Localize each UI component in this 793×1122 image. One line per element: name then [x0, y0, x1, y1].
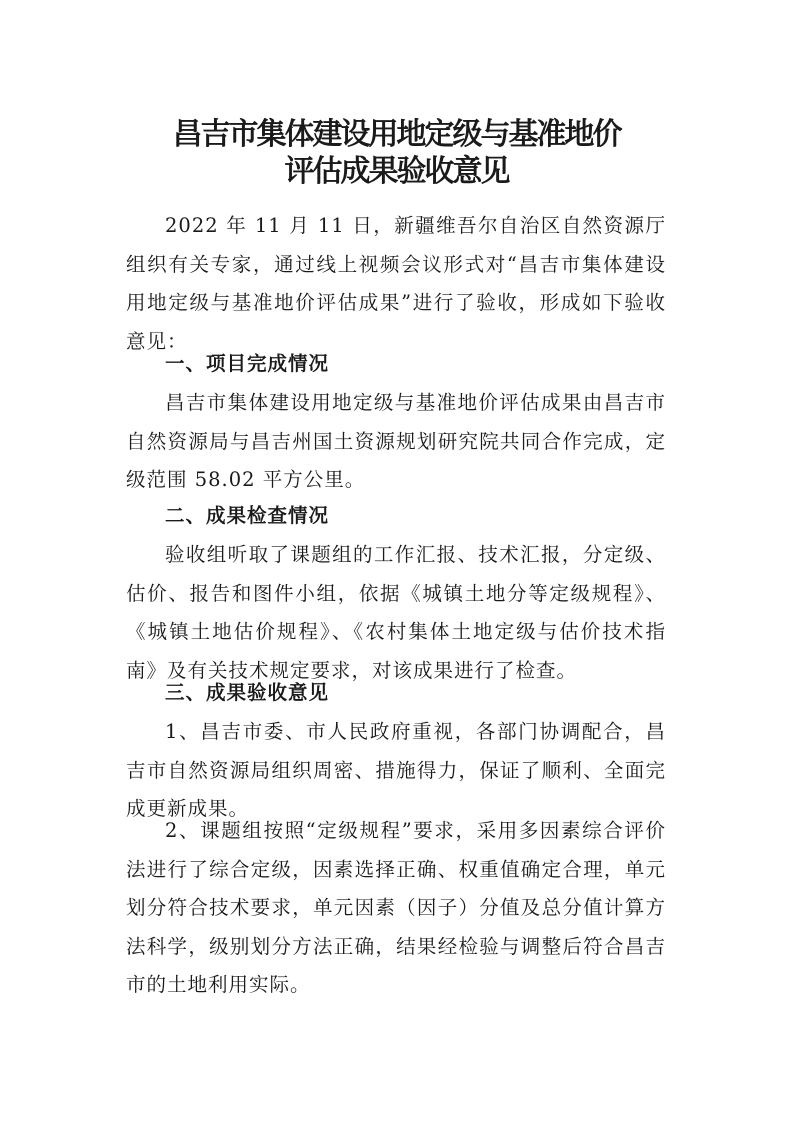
- acceptance-opinion-item-1: 1、昌吉市委、市人民政府重视，各部门协调配合，昌吉市自然资源局组织周密、措施得力，保证了顺利、全面完成更新成果。: [126, 720, 666, 821]
- section-paragraph-result-inspection: 验收组听取了课题组的工作汇报、技术汇报，分定级、估价、报告和图件小组，依据《城镇土地分等定级规程》、《城镇土地估价规程》、《农村集体土地定级与估价技术指南》及有关技术规定要求，对该成果进行了检查。: [126, 543, 666, 682]
- document-title-line-1: 昌吉市集体建设用地定级与基准地价: [172, 117, 621, 152]
- section-heading-acceptance-opinion: 三、成果验收意见: [165, 681, 330, 704]
- intro-paragraph: 2022 年 11 月 11 日，新疆维吾尔自治区自然资源厅组织有关专家，通过线上视频会议形式对“昌吉市集体建设用地定级与基准地价评估成果”进行了验收，形成如下验收意见：: [126, 214, 666, 353]
- document-title-line-2: 评估成果验收意见: [284, 154, 509, 189]
- acceptance-opinion-item-2: 2、课题组按照“定级规程”要求，采用多因素综合评价法进行了综合定级，因素选择正确、权重值确定合理，单元划分符合技术要求，单元因素（因子）分值及总分值计算方法科学，级别划分方法正确，结果经检验与调整后符合昌吉市的土地利用实际。: [126, 819, 666, 997]
- section-paragraph-project-completion: 昌吉市集体建设用地定级与基准地价评估成果由昌吉市自然资源局与昌吉州国土资源规划研究院共同合作完成，定级范围 58.02 平方公里。: [126, 391, 666, 492]
- section-heading-result-inspection: 二、成果检查情况: [165, 504, 330, 527]
- section-heading-project-completion: 一、项目完成情况: [165, 352, 330, 375]
